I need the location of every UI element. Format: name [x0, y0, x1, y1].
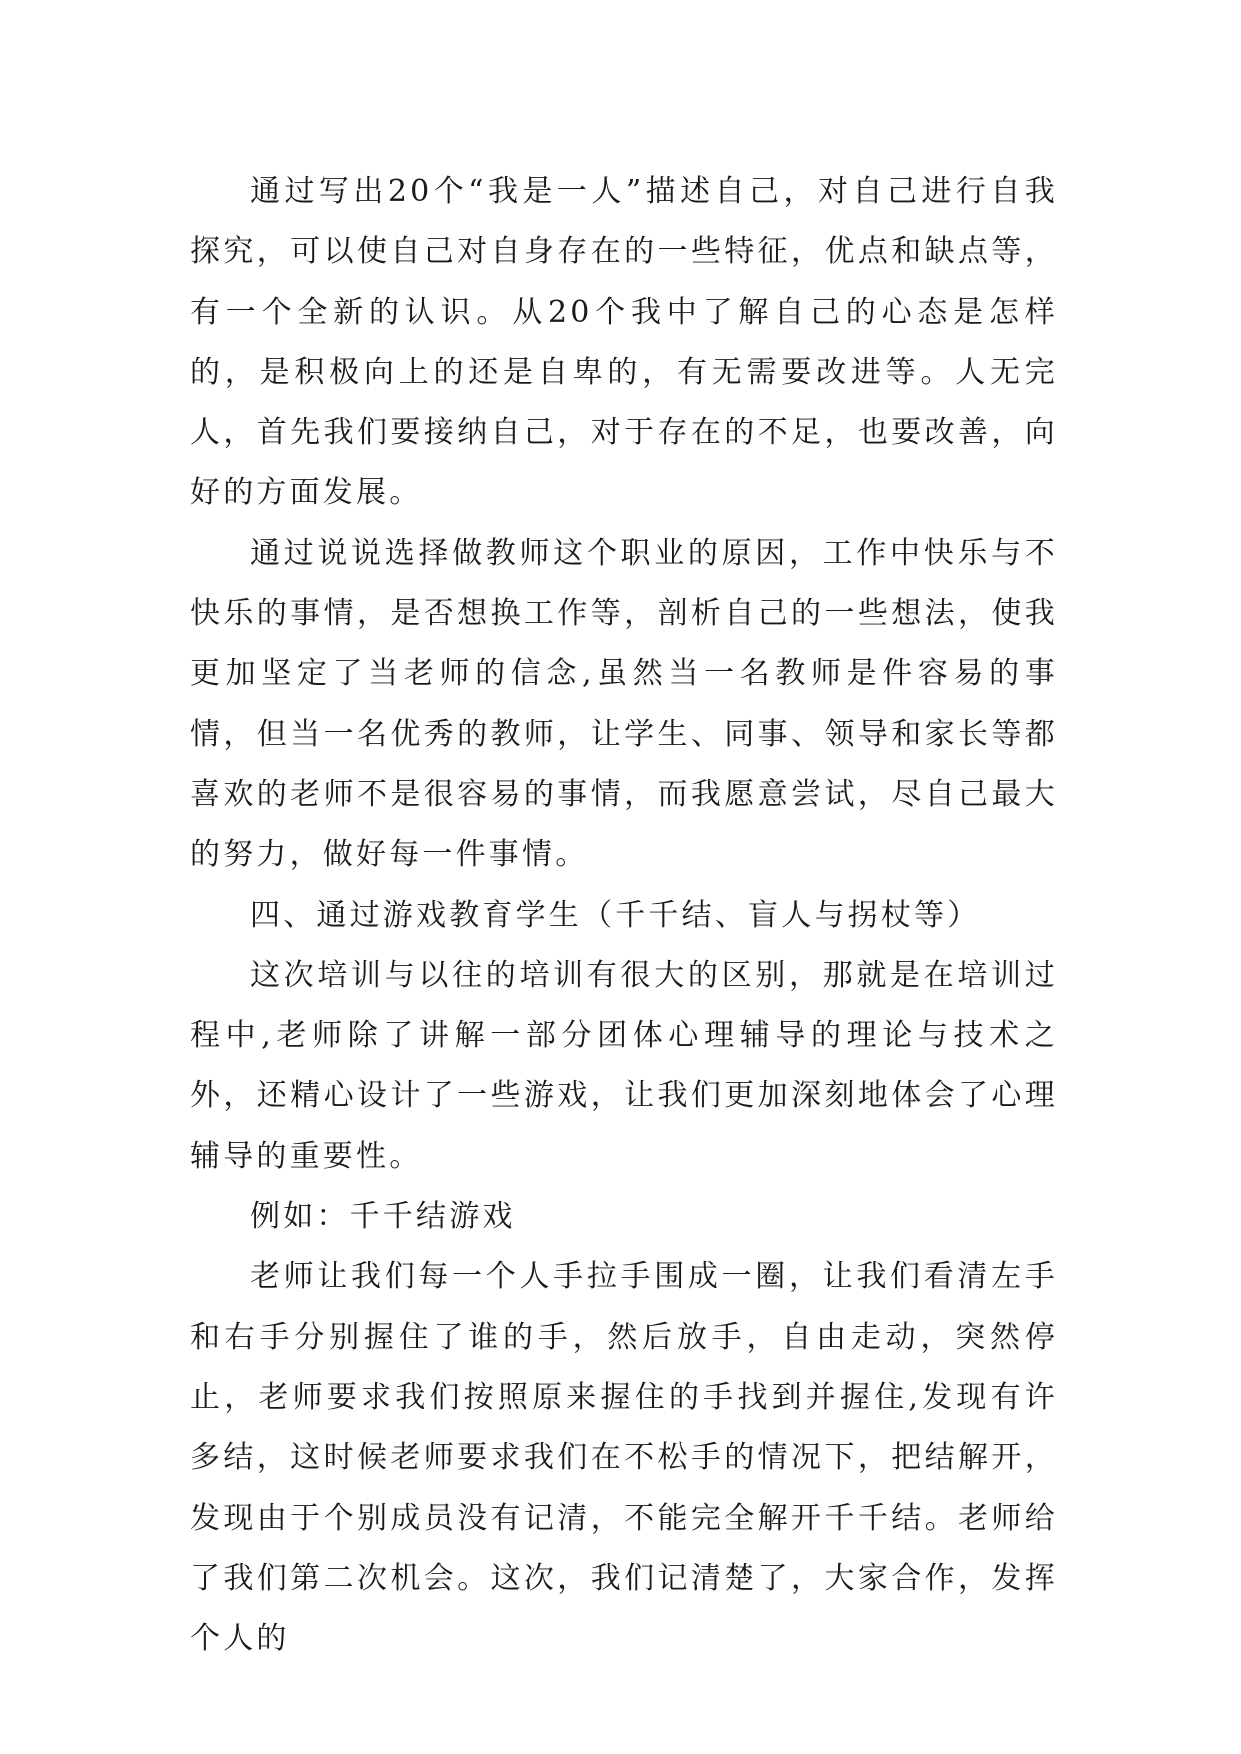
paragraph-training-difference: 这次培训与以往的培训有很大的区别，那就是在培训过程中,老师除了讲解一部分团体心理辅导的理论与技术之外，还精心设计了一些游戏，让我们更加深刻地体会了心理辅导的重要性。 [190, 957, 1058, 1174]
paragraph-self-description: 通过写出20个“我是一人”描述自己，对自己进行自我探究，可以使自己对自身存在的一些特征，优点和缺点等，有一个全新的认识。从20个我中了解自己的心态是怎样的，是积极向上的还是自卑的，有无需要改进等。人无完人，首先我们要接纳自己，对于存在的不足，也要改善，向好的方面发展。 [190, 174, 1058, 511]
paragraph-teacher-career: 通过说说选择做教师这个职业的原因，工作中快乐与不快乐的事情，是否想换工作等，剖析自己的一些想法，使我更加坚定了当老师的信念,虽然当一名教师是件容易的事情，但当一名优秀的教师，让学生、同事、领导和家长等都喜欢的老师不是很容易的事情，而我愿意尝试，尽自己最大的努力，做好每一件事情。 [190, 535, 1058, 873]
paragraph-example-title: 例如：千千结游戏 [250, 1199, 516, 1235]
document-body [190, 162, 1058, 1669]
paragraph-knot-game: 老师让我们每一个人手拉手围成一圈，让我们看清左手和右手分别握住了谁的手，然后放手，自由走动，突然停止，老师要求我们按照原来握住的手找到并握住,发现有许多结，这时候老师要求我们在不松手的情况下，把结解开，发现由于个别成员没有记清，不能完全解开千千结。老师给了我们第二次机会。这次，我们记清楚了，大家合作，发挥个人的 [190, 1259, 1058, 1657]
section-heading-games: 四、通过游戏教育学生（千千结、盲人与拐杖等） [250, 897, 981, 933]
